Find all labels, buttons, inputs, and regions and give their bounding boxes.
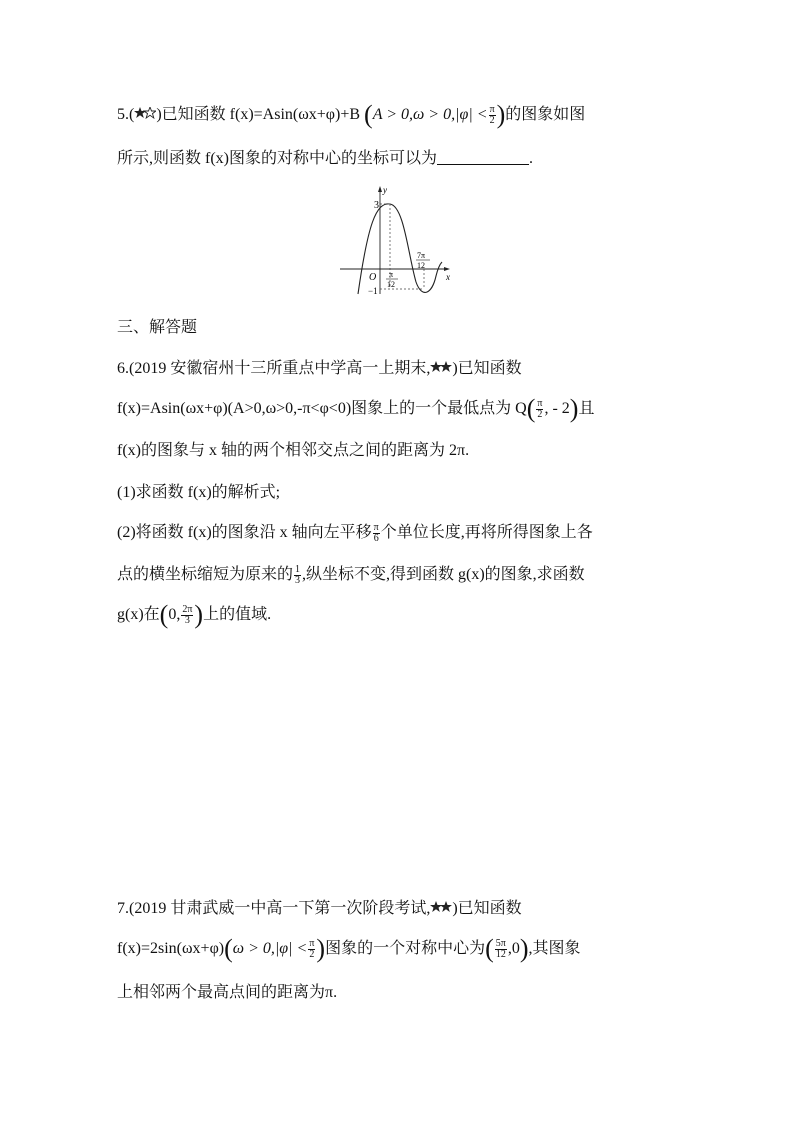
paren-open: ( [364,100,373,129]
q6-line-4: (1)求函数 f(x)的解析式; [117,484,281,501]
q6-line-5: (2)将函数 f(x)的图象沿 x 轴向左平移 $\frac{\pi}{6}$ 个单位长度,再将所得图象上各 [117,521,593,544]
difficulty-stars-icon [134,107,156,119]
q7-line-1: 7.(2019 甘肃武威一中高一下第一次阶段考试, )已知函数 [117,900,522,917]
difficulty-stars-icon [430,901,452,913]
x-label: x [446,272,450,282]
q7-line-2: f(x)=2sin(ωx+φ)(ω > 0,|φ| < $\frac{\pi}{2}$ )图象的一个对称中心为( $\frac{5\pi}{12}$ ,0),其图象 [117,934,581,963]
fraction-pi-over-2: $\frac{\pi}{2}$ [489,103,495,126]
function-graph [338,184,456,298]
paren-close: ) [496,100,506,129]
fraction-5pi-over-12: $\frac{5\pi}{12}$ [495,937,506,960]
7pi12-den: 12 [417,261,425,270]
q6-line-2: f(x)=Asin(ωx+φ)(A>0,ω>0,-π<φ<0)图象上的一个最低点为 Q( $\frac{\pi}{2}$ , - 2)且 [117,394,595,423]
fraction-pi-over-2: $\frac{\pi}{2}$ [537,397,543,420]
q6-line-3: f(x)的图象与 x 轴的两个相邻交点之间的距离为 2π. [117,442,470,459]
pi12-num: π [389,270,394,279]
q5-line-1: 5.( )已知函数 f(x)=Asin(ωx+φ)+B (A > 0,ω > 0,|φ| < $\frac{\pi}{2}$ )的图象如图 [117,100,586,129]
fraction-one-third: $\frac{1}{3}$ [295,563,301,586]
q7-line-3: 上相邻两个最高点间的距离为π. [117,984,338,1001]
q6-line-1: 6.(2019 安徽宿州十三所重点中学高一上期末, )已知函数 [117,360,522,377]
answer-blank[interactable] [437,150,529,165]
x-axis-arrow-icon [444,267,450,271]
min-label: −1 [368,286,378,296]
q5-line-2: 所示,则函数 f(x)图象的对称中心的坐标可以为 . [117,150,533,167]
fraction-pi-over-2: $\frac{\pi}{2}$ [309,937,315,960]
difficulty-stars-icon [430,361,452,373]
y-label: y [383,185,387,195]
section-title: 三、解答题 [117,317,198,336]
fraction-pi-over-6: $\frac{\pi}{6}$ [373,521,379,544]
7pi12-num: 7π [417,251,426,260]
q6-line-6: 点的横坐标缩短为原来的 $\frac{1}{3}$ ,纵坐标不变,得到函数 g(x)的图象,求函数 [117,563,585,586]
y-axis-arrow-icon [378,186,382,192]
max-label: 3 [374,200,379,211]
fraction-2pi-over-3: $\frac{2\pi}{3}$ [182,603,193,626]
origin-label: O [369,272,377,283]
q6-line-7: g(x)在(0, $\frac{2\pi}{3}$ )上的值域. [117,600,272,629]
pi12-den: 12 [387,280,395,289]
